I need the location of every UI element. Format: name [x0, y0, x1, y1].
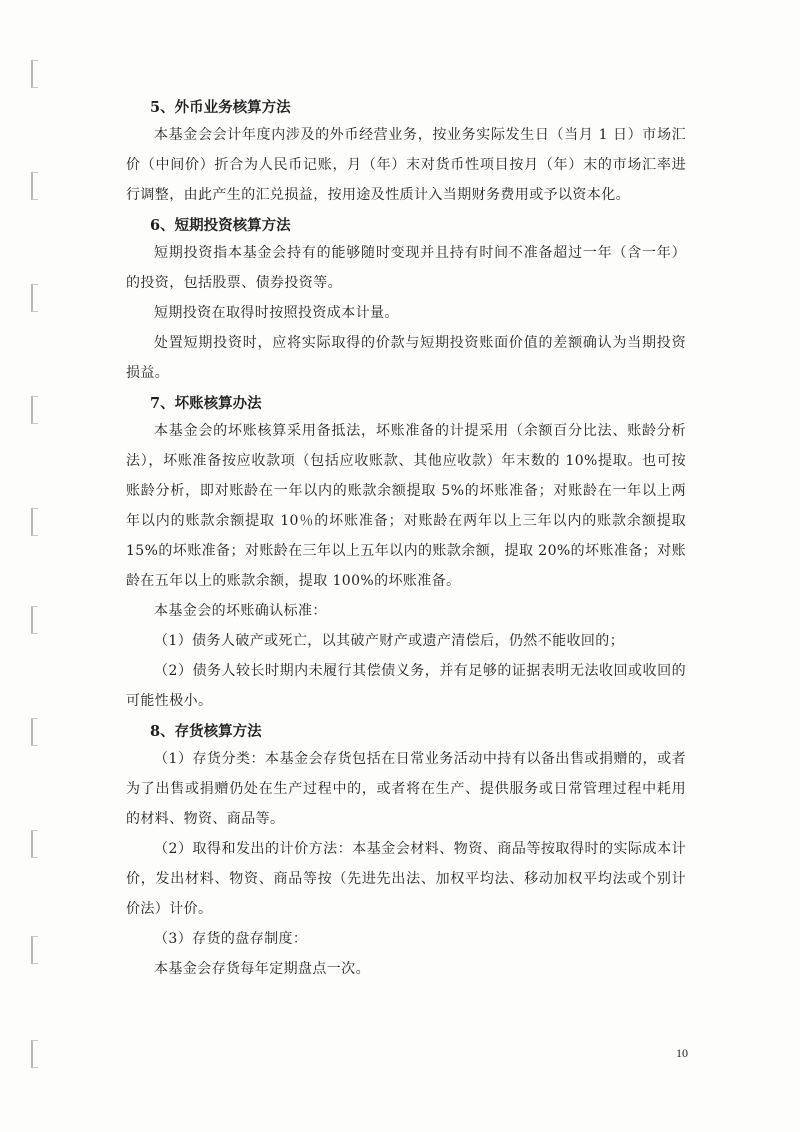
document-body: [126, 96, 686, 984]
binding-mark: [31, 60, 38, 88]
list-item-inventory-classification: （1）存货分类：本基金会存货包括在日常业务活动中持有以备出售或捐赠的，或者为了出售或捐赠仍处在生产过程中的，或者将在生产、提供服务或日常管理过程中耗用的材料、物资、商品等。: [126, 751, 686, 827]
list-item-bad-debt-2: （2）债务人较长时期内未履行其偿债义务，并有足够的证据表明无法收回或收回的可能性极小。: [126, 663, 686, 709]
binding-mark: [31, 830, 38, 858]
section-title-forex: 5、外币业务核算方法: [150, 99, 291, 116]
section-title-short-term-investment: 6、短期投资核算方法: [150, 217, 291, 234]
section-title-bad-debt: 7、坏账核算办法: [150, 395, 262, 412]
binding-mark: [31, 284, 38, 312]
binding-mark: [31, 606, 38, 634]
binding-mark: [31, 1040, 38, 1068]
paragraph-investment-definition: 短期投资指本基金会持有的能够随时变现并且持有时间不准备超过一年（含一年）的投资，包括股票、债券投资等。: [126, 245, 686, 291]
page-number: 10: [676, 1046, 688, 1060]
paragraph-investment-disposal: 处置短期投资时，应将实际取得的价款与短期投资账面价值的差额确认为当期投资损益。: [126, 335, 686, 381]
binding-mark: [31, 718, 38, 746]
section-title-inventory: 8、存货核算方法: [150, 723, 262, 740]
binding-mark: [31, 936, 38, 964]
paragraph-bad-debt-method: 本基金会的坏账核算采用备抵法，坏账准备的计提采用（余额百分比法、账龄分析法），坏账准备按应收款项（包括应收账款、其他应收款）年末数的 10%提取。也可按账龄分析，即对账龄在一年以内的账款余额提取 5%的坏账准备；对账龄在一年以上两年以内的账款余额提取 10％的坏账准备；对账龄在两年以上三年以内的账款余额提取 15%的坏账准备；对账龄在三年以上五年以内的账款余额，提取 20%的坏账准备；对账龄在五年以上的账款余额，提取 100%的坏账准备。: [126, 423, 686, 589]
paragraph-forex: 本基金会会计年度内涉及的外币经营业务，按业务实际发生日（当月 1 日）市场汇价（中间价）折合为人民币记账，月（年）末对货币性项目按月（年）末的市场汇率进行调整，由此产生的汇兑损益，按用途及性质计入当期财务费用或予以资本化。: [126, 127, 686, 203]
binding-mark: [31, 172, 38, 200]
binding-mark: [31, 396, 38, 424]
paragraph-inventory-count-frequency: 本基金会存货每年定期盘点一次。: [154, 961, 370, 977]
paragraph-investment-measurement: 短期投资在取得时按照投资成本计量。: [154, 305, 399, 321]
paragraph-bad-debt-criteria: 本基金会的坏账确认标准：: [154, 603, 327, 619]
list-item-bad-debt-1: （1）债务人破产或死亡，以其破产财产或遗产清偿后，仍然不能收回的；: [154, 633, 625, 649]
list-item-inventory-valuation: （2）取得和发出的计价方法：本基金会材料、物资、商品等按取得时的实际成本计价，发出材料、物资、商品等按（先进先出法、加权平均法、移动加权平均法或个别计价法）计价。: [126, 841, 686, 917]
binding-mark: [31, 508, 38, 536]
list-item-inventory-count: （3）存货的盘存制度：: [154, 931, 308, 947]
